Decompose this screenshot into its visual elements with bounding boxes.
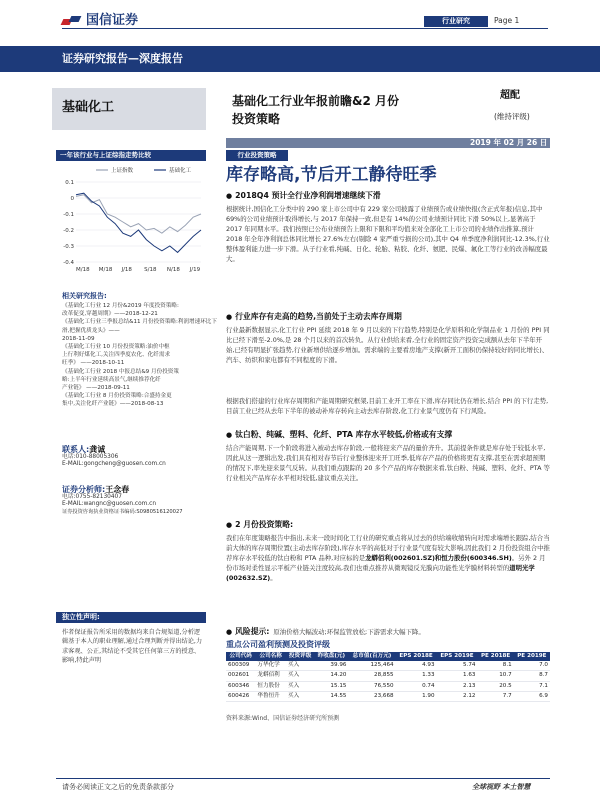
x-tick-label: M/18 bbox=[98, 267, 113, 273]
legend-label: 基础化工 bbox=[169, 168, 192, 174]
rating-sub: (维持评级) bbox=[494, 112, 530, 121]
analyst-cert: 证券投资咨询执业资格证书编码:S0980516120027 bbox=[62, 508, 183, 515]
table-cell: 5.74 bbox=[437, 661, 478, 671]
footer-disclaimer: 请务必阅读正文之后的免责条款部分 bbox=[62, 783, 174, 791]
table-cell: 4.93 bbox=[396, 661, 437, 671]
related-report-item: 产业链》 ——2018-09-11 bbox=[62, 385, 130, 392]
y-tick-label: -0.2 bbox=[63, 228, 74, 234]
x-tick-label: S/18 bbox=[144, 267, 157, 273]
table-cell: 002601 bbox=[226, 671, 255, 681]
table-cell: 15.15 bbox=[314, 681, 348, 691]
section4-title: ● 2 月份投资策略: bbox=[226, 520, 293, 531]
related-report-item: 略:上半年行业延续高景气,继续推荐化纤 bbox=[62, 376, 161, 383]
legend-label: 上证指数 bbox=[111, 168, 134, 174]
section4-text-c: 。 bbox=[270, 574, 277, 583]
table-cell: 10.7 bbox=[477, 671, 513, 681]
chart-header: 一年该行业与上证综指走势比较 bbox=[56, 150, 206, 161]
table-cell: 2.13 bbox=[437, 681, 478, 691]
related-reports-list bbox=[62, 302, 222, 409]
table-row bbox=[226, 671, 550, 681]
x-tick-label: J/18 bbox=[121, 267, 132, 273]
related-report-item: 2018-11-09 bbox=[62, 335, 95, 342]
logo-text: 国信证券 bbox=[86, 13, 139, 28]
sector-name: 基础化工 bbox=[62, 100, 115, 115]
section2-text2: 根据我们搭建的行业库存周期和产能周期研究框架,目前工业开工率在下滑,库存同比仍在增长,结合 PPI 的下行走势,目前工业已经从去年下半年的被动补库存转向主动去库存阶段,化工行业景气度仍有下行风险。 bbox=[226, 397, 549, 416]
table-cell: 14.55 bbox=[314, 692, 348, 702]
section2-title: ● 行业库存有走高的趋势,当前处于主动去库存周期 bbox=[226, 312, 402, 323]
table-cell: 8.7 bbox=[514, 671, 550, 681]
table-cell: 600426 bbox=[226, 692, 255, 702]
table-cell: 6.9 bbox=[514, 692, 550, 702]
risk-text: 原油价格大幅波动;环保监管放松;下游需求大幅下降。 bbox=[273, 628, 425, 636]
contact-label bbox=[62, 446, 222, 454]
contact-name: 龚诚 bbox=[89, 445, 106, 454]
th-name: 公司名称 bbox=[255, 652, 286, 661]
table-cell: 7.0 bbox=[514, 661, 550, 671]
footer-divider bbox=[56, 778, 550, 779]
table-row bbox=[226, 681, 550, 691]
table-cell: 7.1 bbox=[514, 681, 550, 691]
banner-title: 证券研究报告—深度报告 bbox=[62, 52, 183, 65]
related-report-item: 《基础化工行业 2018 中报总结&9 月份投资策 bbox=[62, 368, 179, 375]
page-number: Page 1 bbox=[494, 16, 520, 25]
section1-title: ● 2018Q4 预计全行业净利润增速继续下滑 bbox=[226, 191, 381, 202]
related-reports-title: 相关研究报告: bbox=[62, 292, 107, 300]
section3-text: 结合产能周期,下一个阶段将进入被动去库存阶段,一般将迎来产品的量价齐升。其前提条件就是库存处于较低水平,因此从这一逻辑出发,我们具有相对春节后行业整体迎来开工旺季,低库存产品的价格将更有支撑,甚至在需求超预期的情况下,率先迎来景气反转。从我们重点跟踪的 20 多个产品的库存数据来看,钛白粉、纯碱、塑料、化纤、PTA 等行业相关产品库存水平相对较低,建议重点关注。 bbox=[226, 444, 550, 483]
th-mcap: 总市值(百万元) bbox=[348, 652, 395, 661]
x-tick-label: M/18 bbox=[76, 267, 90, 273]
table-cell: 恒力股份 bbox=[255, 681, 286, 691]
x-tick-label: J/19 bbox=[189, 267, 201, 273]
contact-block bbox=[62, 446, 222, 469]
th-rating: 投资评级 bbox=[286, 652, 314, 661]
related-report-item: 改革促变,穿越周期》——2018-12-21 bbox=[62, 311, 158, 318]
independence-title: 独立性声明: bbox=[56, 612, 206, 623]
table-cell: 万华化学 bbox=[255, 661, 286, 671]
section4-highlight1: 龙蟒佰利(002601.SZ)和恒力股份(600346.SH) bbox=[365, 554, 512, 563]
table-cell: 23,668 bbox=[348, 692, 395, 702]
table-cell: 20.5 bbox=[477, 681, 513, 691]
table-row bbox=[226, 692, 550, 702]
table-cell: 买入 bbox=[286, 692, 314, 702]
table-cell: 2.12 bbox=[437, 692, 478, 702]
table-cell: 14.20 bbox=[314, 671, 348, 681]
table-cell: 600346 bbox=[226, 681, 255, 691]
section2-text1: 行业最新数据显示,化工行业 PPI 延续 2018 年 9 月以来的下行趋势,特别是化学原料和化学制品业 1 月份的 PPI 同比已经下滑至-2.0%,是 28 个月以来的首次转负。从行业供给来看,全行业的固定资产投资完成额从去年下半年开始,已经有明显扩张趋势,行业新增供给逐步增加。需求端的主要看房地产支撑(新开工面积仍保持较好的同比增长)、汽车、纺织和家电都有不同程度的下滑。 bbox=[226, 326, 550, 365]
table-cell: 龙蟒佰利 bbox=[255, 671, 286, 681]
risk-section bbox=[226, 627, 425, 638]
section3-title: ● 钛白粉、纯碱、塑料、化纤、PTA 库存水平较低,价格或有支撑 bbox=[226, 430, 452, 441]
th-pe18: PE 2018E bbox=[477, 652, 513, 661]
analyst-email[interactable]: E-MAIL:wangnc@guosen.com.cn bbox=[62, 501, 157, 508]
table-source: 资料来源:Wind、国信证券经济研究所预测 bbox=[226, 715, 340, 722]
series-line bbox=[76, 193, 201, 252]
section4-text bbox=[226, 533, 550, 583]
table-title: 重点公司盈利预测及投资评级 bbox=[226, 640, 330, 649]
headline: 库存略高,节后开工静待旺季 bbox=[226, 165, 437, 185]
related-report-item: 旺季》 ——2018-10-11 bbox=[62, 360, 125, 367]
table-cell: 0.74 bbox=[396, 681, 437, 691]
section4-text-b: 。另外 2 月份市场对柔性显示平板产业链关注度较高,我们也重点推荐从微观镜反光膜向功能性光学膜材料转型的 bbox=[226, 554, 546, 573]
table-cell: 28,855 bbox=[348, 671, 395, 681]
related-report-item: 《基础化工行业 8 月份投资策略:合盛持金更 bbox=[62, 393, 172, 400]
table-cell: 76,550 bbox=[348, 681, 395, 691]
report-type-tag: 行业研究 bbox=[424, 16, 488, 27]
logo bbox=[62, 12, 138, 30]
related-report-item: 《基础化工行业 10 月份投资策略:油价中枢 bbox=[62, 344, 170, 351]
y-tick-label: -0.4 bbox=[63, 260, 74, 266]
table-cell: 1.33 bbox=[396, 671, 437, 681]
analyst-block bbox=[62, 486, 222, 516]
y-tick-label: -0.3 bbox=[63, 244, 74, 250]
rating: 超配 bbox=[500, 90, 520, 101]
th-close: 昨收盘(元) bbox=[314, 652, 348, 661]
section4-highlight2: 道明光学(002632.SZ) bbox=[226, 564, 535, 583]
footer-slogan: 全球视野 本土智慧 bbox=[472, 783, 531, 791]
report-date: 2019 年 02 月 26 日 bbox=[470, 138, 548, 147]
y-tick-label: 0.1 bbox=[65, 180, 74, 186]
independence-text: 作者保证报告所采用的数据均来自合规渠道,分析逻辑基于本人的职业理解,通过合理判断并得出结论,力求客观、公正,其结论不受其它任何第三方的授意、影响,特此声明 bbox=[62, 629, 203, 665]
section-tag: 行业投资策略 bbox=[226, 150, 288, 161]
table-cell: 8.1 bbox=[477, 661, 513, 671]
related-report-item: 《基础化工行业 12 月份&2019 年度投资策略: bbox=[62, 303, 179, 309]
y-tick-label: -0.1 bbox=[63, 212, 74, 218]
contact-label-text: 联系人: bbox=[62, 445, 90, 454]
y-tick-label: 0 bbox=[70, 196, 74, 202]
related-report-item: 上行利好煤化工,关注四季度农化、化纤需求 bbox=[62, 352, 171, 359]
logo-mark-icon bbox=[62, 15, 82, 27]
table-cell: 39.96 bbox=[314, 661, 348, 671]
related-report-item: 《基础化工行业三季报总结&11 月份投资策略:利润增速环比下滑,把握优质龙头》—— bbox=[62, 319, 217, 334]
analyst-label bbox=[62, 486, 222, 494]
header-divider bbox=[62, 28, 548, 29]
analyst-label-text: 证券分析师: bbox=[62, 485, 106, 494]
table-cell: 买入 bbox=[286, 681, 314, 691]
trend-chart bbox=[56, 162, 206, 282]
analyst-phone: 电话:0755-82130407 bbox=[62, 493, 122, 500]
forecast-table bbox=[226, 652, 550, 702]
table-row bbox=[226, 661, 550, 671]
related-report-item: 集中,关注化纤产业链》——2018-08-13 bbox=[62, 401, 164, 408]
th-code: 公司代码 bbox=[226, 652, 255, 661]
th-pe19: PE 2019E bbox=[514, 652, 550, 661]
table-cell: 1.90 bbox=[396, 692, 437, 702]
table-cell: 1.63 bbox=[437, 671, 478, 681]
table-cell: 125,464 bbox=[348, 661, 395, 671]
section1-text: 根据统计,国信化工分类中的 290 家上市公司中有 229 家公司披露了业绩预告或业绩快报(含正式年报)信息,其中 69%的公司业绩预计取得增长,与 2017 年保持一致,但是有 14%的公司业绩预计同比下滑 50%以上,显著高于 2017 年同期水平。我们按照已公布业绩预告上限和下限和平均值来对全部化工上市公司的业绩作出推算,预计 2018 年全年净利润总体同比增长 27.6%左右(剔除 4 家严重亏损的公司),其中 Q4 单季度净利润同比-12.3%,行业整体盈利能力进一步下滑。从子行业看,纯碱、日化、轮胎、粘胶、化纤、氨肥、民爆、氟化工等行业的改善幅度最大。 bbox=[226, 205, 550, 264]
table-cell: 7.7 bbox=[477, 692, 513, 702]
report-title-line2: 投资策略 bbox=[232, 112, 281, 126]
th-eps19: EPS 2019E bbox=[437, 652, 478, 661]
contact-email[interactable]: E-MAIL:gongcheng@guosen.com.cn bbox=[62, 461, 166, 468]
analyst-name: 王念春 bbox=[105, 485, 130, 494]
report-title-line1: 基础化工行业年报前瞻&2 月份 bbox=[232, 94, 399, 108]
th-eps18: EPS 2018E bbox=[396, 652, 437, 661]
table-cell: 买入 bbox=[286, 661, 314, 671]
report-title bbox=[232, 92, 452, 128]
section4-text-a: 我们在年度策略报告中指出,未来一段时间化工行业的研究重点将从过去的供给端收缩转向对需求端增长跟踪,结合当前大体的库存周期位置(主动去库存阶段),库存水平的高低对于行业景气度有较大影响,因此我们 2 月份投资组合中推荐库存水平较低的钛白粉和 PTA 品种,对应标的是 bbox=[226, 534, 550, 563]
table-cell: 600309 bbox=[226, 661, 255, 671]
contact-phone: 电话:010-88005306 bbox=[62, 453, 119, 460]
table-cell: 华鲁恒升 bbox=[255, 692, 286, 702]
table-header-row bbox=[226, 652, 550, 661]
x-tick-label: N/18 bbox=[166, 267, 180, 273]
table-cell: 买入 bbox=[286, 671, 314, 681]
risk-title: 风险提示: bbox=[235, 627, 270, 636]
